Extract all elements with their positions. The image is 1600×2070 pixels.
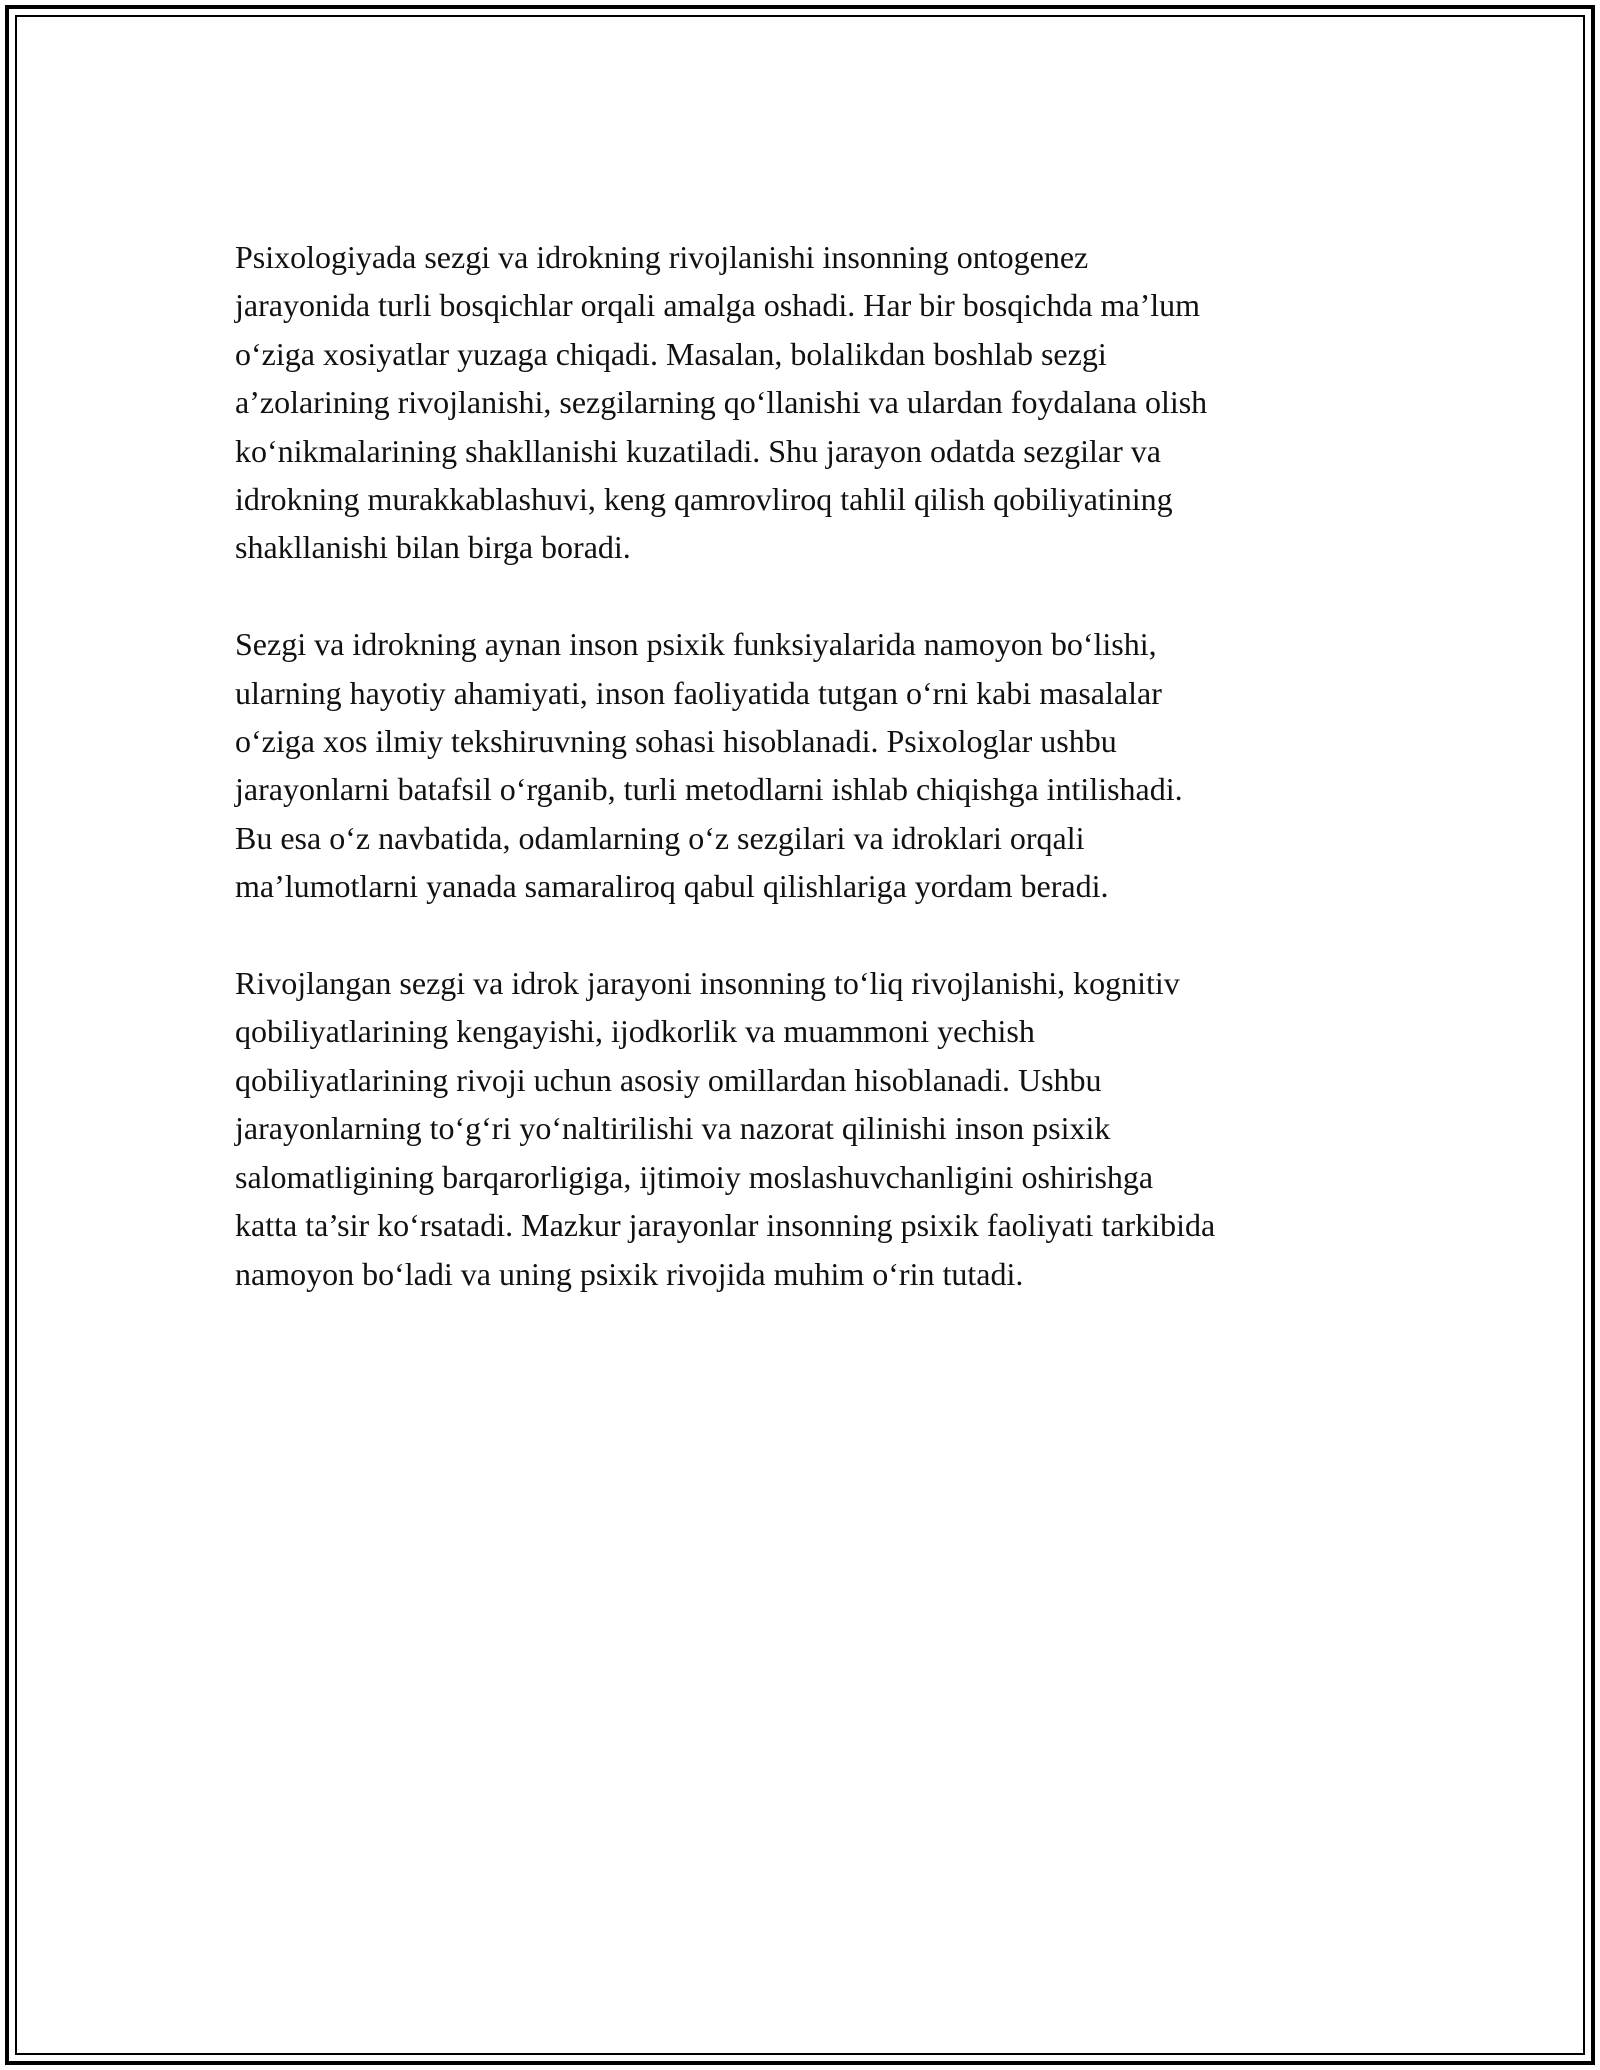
document-body: [235, 233, 1375, 1346]
paragraph-1: Psixologiyada sezgi va idrokning rivojlanishi insonning ontogenez jarayonida turli bosqichlar orqali amalga oshadi. Har bir bosqichda ma’lum o‘ziga xosiyatlar yuzaga chiqadi. Masalan, bolalikdan boshlab sezgi a’zolarining rivojlanishi, sezgilarning qo‘llanishi va ulardan foydalana olish ko‘nikmalarining shakllanishi kuzatiladi. Shu jarayon odatda sezgilar va idrokning murakkablashuvi, keng qamrovliroq tahlil qilish qobiliyatining shakllanishi bilan birga boradi.: [235, 239, 1208, 566]
paragraph-2: Sezgi va idrokning aynan inson psixik funksiyalarida namoyon bo‘lishi, ularning hayotiy ahamiyati, inson faoliyatida tutgan o‘rni kabi masalalar o‘ziga xos ilmiy tekshiruvning sohasi hisoblanadi. Psixologlar ushbu jarayonlarni batafsil o‘rganib, turli metodlarni ishlab chiqishga intilishadi. Bu esa o‘z navbatida, odamlarning o‘z sezgilari va idroklari orqali ma’lumotlarni yanada samaraliroq qabul qilishlariga yordam beradi.: [235, 626, 1183, 905]
paragraph-3: Rivojlangan sezgi va idrok jarayoni insonning to‘liq rivojlanishi, kognitiv qobiliyatlarining kengayishi, ijodkorlik va muammoni yechish qobiliyatlarining rivoji uchun asosiy omillardan hisoblanadi. Ushbu jarayonlarning to‘g‘ri yo‘naltirilishi va nazorat qilinishi inson psixik salomatligining barqarorligiga, ijtimoiy moslashuvchanligini oshirishga katta ta’sir ko‘rsatadi. Mazkur jarayonlar insonning psixik faoliyati tarkibida namoyon bo‘ladi va uning psixik rivojida muhim o‘rin tutadi.: [235, 965, 1216, 1292]
